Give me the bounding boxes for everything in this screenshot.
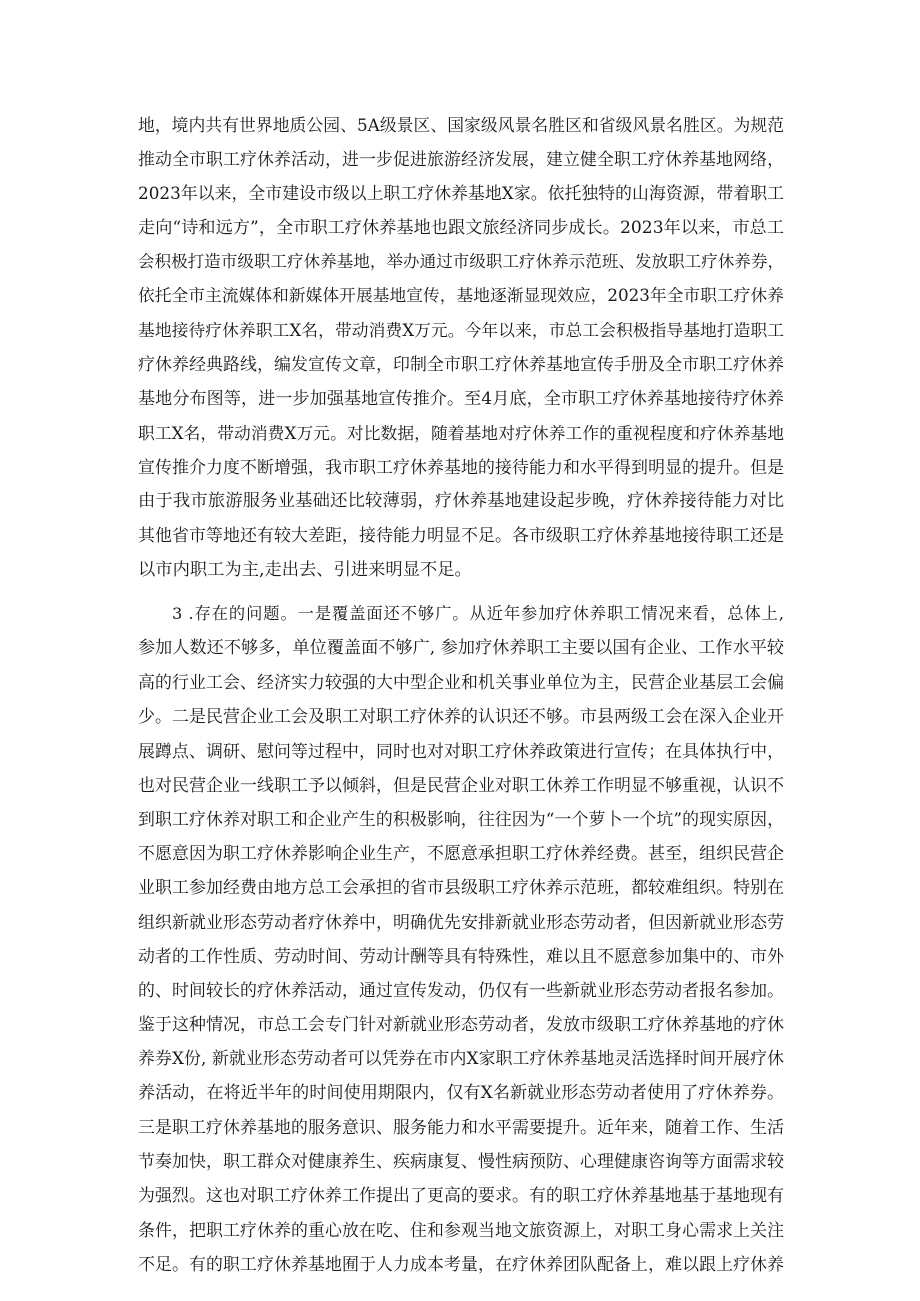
text-line: 高的行业工会、经济实力较强的大中型企业和机关事业单位为主，民营企业基层工会偏	[138, 672, 784, 693]
text-line: 宣传推介力度不断增强，我市职工疗休养基地的接待能力和水平得到明显的提升。但是	[138, 457, 784, 478]
text-line: 的、时间较长的疗休养活动，通过宣传发动，仍仅有一些新就业形态劳动者报名参加。	[138, 980, 784, 1001]
text-line: 业职工参加经费由地方总工会承担的省市县级职工疗休养示范班，都较难组织。特别在	[138, 877, 784, 898]
text-line: 组织新就业形态劳动者疗休养中，明确优先安排新就业形态劳动者，但因新就业形态劳	[138, 911, 784, 932]
text-line: 鉴于这种情况，市总工会专门针对新就业形态劳动者，发放市级职工疗休养基地的疗休	[138, 1014, 784, 1035]
text-line: 由于我市旅游服务业基础还比较薄弱，疗休养基地建设起步晚，疗休养接待能力对比	[138, 491, 784, 512]
text-line: 地，境内共有世界地质公园、5A级景区、国家级风景名胜区和省级风景名胜区。为规范	[138, 115, 784, 135]
text-line: 其他省市等地还有较大差距，接待能力明显不足。各市级职工疗休养基地接待职工还是	[138, 525, 784, 546]
text-line: 展蹲点、调研、慰问等过程中，同时也对对职工疗休养政策进行宣传；在具体执行中，	[138, 740, 784, 761]
text-line: 基地分布图等，进一步加强基地宣传推介。至4月底，全市职工疗休养基地接待疗休养	[138, 388, 784, 409]
document-body	[138, 108, 784, 1281]
text-line: 到职工疗休养对职工和企业产生的积极影响，往往因为“一个萝卜一个坑”的现实原因，	[138, 809, 784, 830]
text-line: 三是职工疗休养基地的服务意识、服务能力和水平需要提升。近年来，随着工作、生活	[138, 1116, 784, 1137]
paragraph-existing-problems	[138, 597, 784, 1281]
text-line: 会积极打造市级职工疗休养基地，举办通过市级职工疗休养示范班、发放职工疗休养券，	[138, 251, 784, 271]
text-line: 不愿意因为职工疗休养影响企业生产，不愿意承担职工疗休养经费。甚至，组织民营企	[138, 843, 784, 864]
text-line: 节奏加快，职工群众对健康养生、疾病康复、慢性病预防、心理健康咨询等方面需求较	[138, 1151, 784, 1172]
text-line: 条件，把职工疗休养的重心放在吃、住和参观当地文旅资源上，对职工身心需求上关注	[138, 1219, 784, 1240]
text-line: 不足。有的职工疗休养基地囿于人力成本考量，在疗休养团队配备上，难以跟上疗休养	[138, 1253, 784, 1274]
text-line: 养活动，在将近半年的时间使用期限内，仅有X名新就业形态劳动者使用了疗休养券。	[138, 1082, 784, 1103]
text-line: 也对民营企业一线职工予以倾斜，但是民营企业对职工休养工作明显不够重视，认识不	[138, 774, 784, 795]
text-line: 养券X份, 新就业形态劳动者可以凭券在市内X家职工疗休养基地灵活选择时间开展疗休	[138, 1048, 784, 1069]
text-line: 职工X名，带动消费X万元。对比数据，随着基地对疗休养工作的重视程度和疗休养基地	[138, 422, 784, 443]
text-line: 以市内职工为主,走出去、引进来明显不足。	[138, 559, 472, 580]
text-line: 依托全市主流媒体和新媒体开展基地宣传，基地逐渐显现效应，2023年全市职工疗休养	[138, 286, 784, 306]
text-line: 动者的工作性质、劳动时间、劳动计酬等具有特殊性，难以且不愿意参加集中的、市外	[138, 945, 784, 966]
paragraph-tourism-bases	[138, 108, 784, 587]
text-line: 3 .存在的问题。一是覆盖面还不够广。从近年参加疗休养职工情况来看，总体上,	[172, 603, 784, 623]
text-line: 为强烈。这也对职工疗休养工作提出了更高的要求。有的职工疗休养基地基于基地现有	[138, 1185, 784, 1206]
text-line: 少。二是民营企业工会及职工对职工疗休养的认识还不够。市县两级工会在深入企业开	[138, 706, 784, 727]
text-line: 基地接待疗休养职工X名，带动消费X万元。今年以来，市总工会积极指导基地打造职工	[138, 320, 784, 341]
text-line: 疗休养经典路线，编发宣传文章，印制全市职工疗休养基地宣传手册及全市职工疗休养	[138, 354, 784, 375]
text-line: 参加人数还不够多，单位覆盖面不够广, 参加疗休养职工主要以国有企业、工作水平较	[138, 638, 784, 659]
text-line: 推动全市职工疗休养活动，进一步促进旅游经济发展，建立健全职工疗休养基地网络，	[138, 149, 784, 170]
text-line: 走向“诗和远方”，全市职工疗休养基地也跟文旅经济同步成长。2023年以来，市总工	[138, 217, 784, 238]
text-line: 2023年以来，全市建设市级以上职工疗休养基地X家。依托独特的山海资源，带着职工	[138, 183, 784, 204]
